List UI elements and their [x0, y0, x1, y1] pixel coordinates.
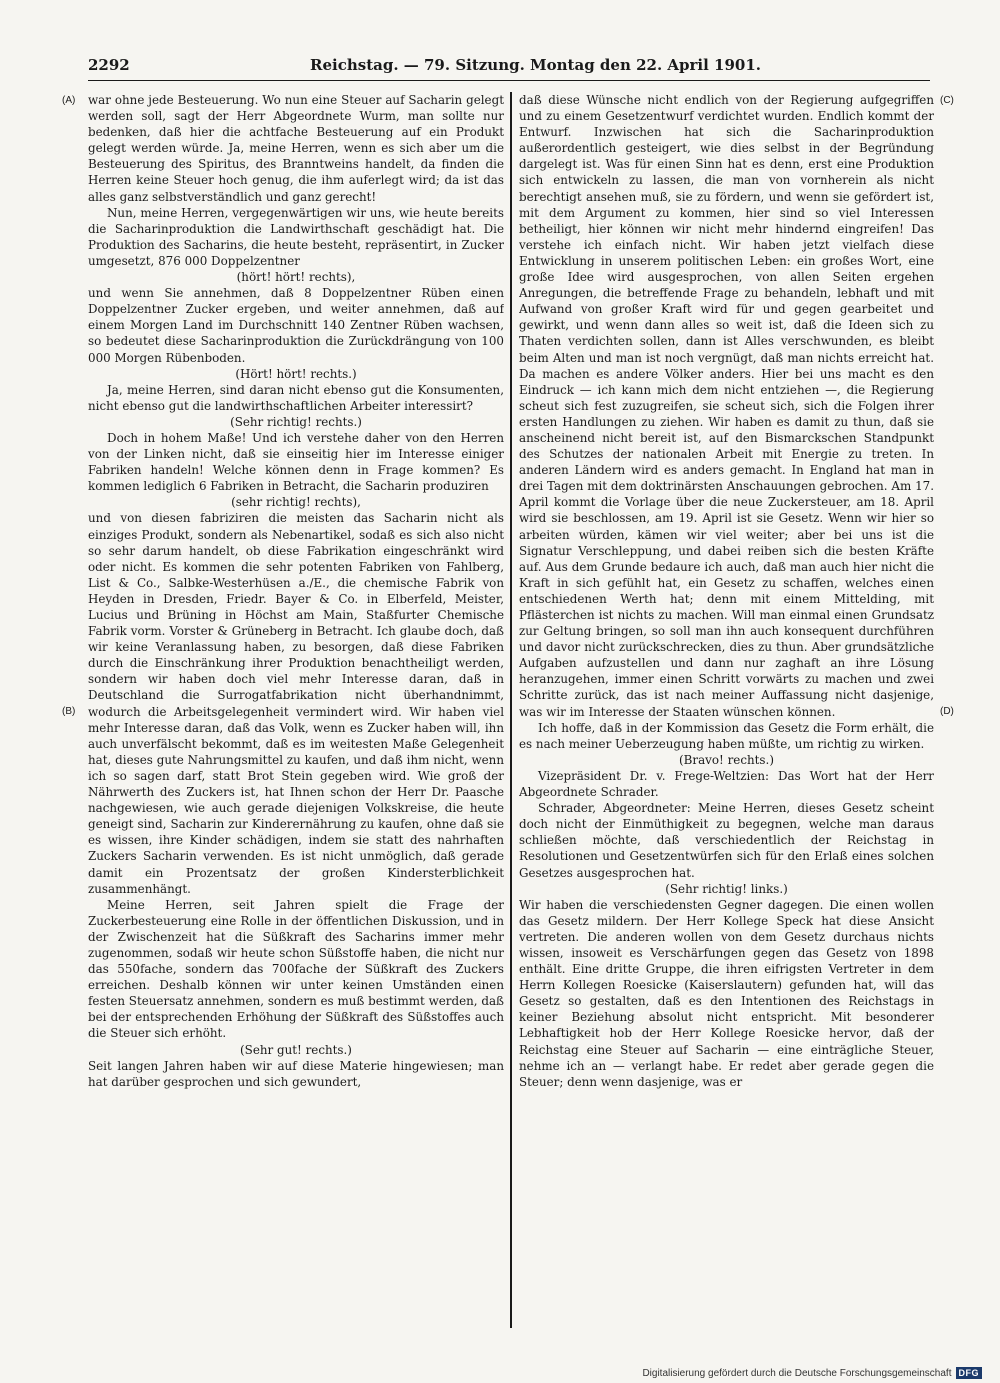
footer-credit: Digitalisierung gefördert durch die Deutsche Forschungsgemeinschaft: [642, 1367, 952, 1379]
margin-mark-a: (A): [62, 95, 76, 106]
margin-mark-c: (C): [940, 95, 954, 106]
paragraph: und wenn Sie annehmen, daß 8 Doppelzentner Rüben einen Doppelzentner Zucker ergeben, und weiter annehmen, daß auf einem Morgen Land im Durchschnitt 140 Zentner Rüben wachsen, so bedeutet diese Sacharinproduktion die Zurückdrängung von 100 000 Morgen Rübenboden.: [88, 286, 504, 365]
paragraph: Ich hoffe, daß in der Kommission das Gesetz die Form erhält, die es nach meiner Ueberzeugung haben müßte, um richtig zu wirken.: [519, 720, 934, 751]
paragraph: Doch in hohem Maße! Und ich verstehe daher von den Herren von der Linken nicht, daß sie einseitig hier im Interesse einiger Fabriken handeln! Welche können denn in Frage kommen? Es kommen lediglich 6 Fabriken in Betracht, die Sacharin produziren: [88, 430, 504, 494]
interjection: (Sehr richtig! links.): [665, 881, 788, 896]
interjection: (Sehr gut! rechts.): [240, 1042, 352, 1057]
left-column: [88, 92, 504, 1320]
paragraph: Meine Herren, seit Jahren spielt die Frage der Zuckerbesteuerung eine Rolle in der öffentlichen Diskussion, und in der Zwischenzeit hat die Süßkraft des Sacharins immer mehr zugenommen, sodaß wir heute schon Süßstoffe haben, die nicht nur das 550fache, sondern das 700fache der Süßkraft des Zuckers erreichen. Deshalb können wir unter keinen Umständen einen festen Steuersatz annehmen, sondern es muß bestimmt werden, daß bei der entsprechenden Erhöhung der Süßkraft des Süßstoffes auch die Steuer sich erhöht.: [88, 897, 504, 1041]
footer: [642, 1367, 982, 1379]
paragraph: Seit langen Jahren haben wir auf diese Materie hingewiesen; man hat darüber gesprochen und sich gewundert,: [88, 1058, 504, 1089]
interjection: (Sehr richtig! rechts.): [230, 414, 362, 429]
speaker-paragraph: Vizepräsident Dr. v. Frege-Weltzien: Das Wort hat der Herr Abgeordnete Schrader.: [519, 768, 934, 800]
right-column: [519, 92, 934, 1320]
margin-mark-d: (D): [940, 706, 954, 717]
interjection: (Hört! hört! rechts.): [235, 366, 357, 381]
column-divider: [510, 92, 512, 1328]
interjection: (Bravo! rechts.): [679, 752, 774, 767]
running-head: Reichstag. — 79. Sitzung. Montag den 22. April 1901.: [310, 56, 762, 74]
paragraph: Ja, meine Herren, sind daran nicht ebenso gut die Konsumenten, nicht ebenso gut die landwirthschaftlichen Arbeiter interessirt?: [88, 382, 504, 413]
speaker-paragraph: Schrader, Abgeordneter: Meine Herren, dieses Gesetz scheint doch nicht der Einmüthigkeit zu begegnen, welche man daraus schließen möchte, daß verschiedentlich der Reichstag in Resolutionen und Gesetzentwürfen sich für den Erlaß eines solchen Gesetzes ausgesprochen hat.: [519, 801, 934, 880]
page-number: 2292: [88, 56, 130, 74]
interjection: (sehr richtig! rechts),: [231, 495, 361, 510]
interjection: (hört! hört! rechts),: [236, 270, 356, 285]
paragraph: Nun, meine Herren, vergegenwärtigen wir uns, wie heute bereits die Sacharinproduktion die Landwirthschaft geschädigt hat. Die Produktion des Sacharins, die heute besteht, repräsentirt, in Zucker umgesetzt, 876 000 Doppelzentner: [88, 205, 504, 268]
paragraph: Wir haben die verschiedensten Gegner dagegen. Die einen wollen das Gesetz mildern. Der Herr Kollege Speck hat diese Ansicht vertreten. Die anderen wollen von dem Gesetz durchaus nichts wissen, insoweit es Verschärfungen gegen das Gesetz von 1898 enthält. Eine dritte Gruppe, die ihren eifrigsten Vertreter in dem Herrn Kollegen Roesicke (Kaiserslautern) gefunden hat, will das Gesetz so gestalten, daß es den Intentionen des Reichstags in keiner Beziehung absolut nicht entspricht. Mit besonderer Lebhaftigkeit hob der Herr Kollege Roesicke hervor, daß der Reichstag eine Steuer auf Sacharin — eine einträgliche Steuer, nehme ich an — verlangt habe. Er redet aber gerade gegen die Steuer; denn wenn dasjenige, was er: [519, 897, 934, 1089]
paragraph: daß diese Wünsche nicht endlich von der Regierung aufgegriffen und zu einem Gesetzentwurf verdichtet wurden. Endlich kommt der Entwurf. Inzwischen hat sich die Sacharinproduktion außerordentlich gesteigert, wie dies selbst in der Begründung dargelegt ist. Was für einen Sinn hat es denn, erst eine Produktion sich entwickeln zu lassen, die man von vornherein als nicht berechtigt ansehen muß, sie zu fördern, und wenn sie gefördert ist, mit dem Argument zu kommen, hier sind so viel Interessen betheiligt, hier können wir nicht mehr hindernd eingreifen! Das verstehe ich einfach nicht. Wir haben jetzt vielfach diese Entwicklung in unserem politischen Leben: ein großes Wort, eine große Idee wird ausgesprochen, von allen Seiten ergehen Anregungen, die betreffende Frage zu behandeln, lebhaft und mit Aufwand von großer Kraft wird für und gegen gearbeitet und gewirkt, und wenn dann alles so weit ist, daß die Ideen sich zu Thaten verdichten sollen, dann ist Alles verschwunden, es bleibt beim Alten und man ist noch vergnügt, daß man nichts erreicht hat. Da machen es andere Völker anders. Hier bei uns macht es den Eindruck — ich kann mich dem nicht entziehen —, die Regierung scheut sich fest zuzugreifen, sie scheut sich, sich die Folgen ihrer ersten Handlungen zu ziehen. Wir haben es damit zu thun, daß sie anscheinend nicht bereit ist, auf den Bismarckschen Standpunkt des Schutzes der nationalen Arbeit mit Energie zu treten. In anderen Ländern wird es anders gemacht. In England hat man in drei Tagen mit dem doktrinärsten Anschauungen gebrochen. Am 17. April kommt die Vorlage über die neue Zuckersteuer, am 18. April wird sie beschlossen, am 19. April ist sie Gesetz. Wenn wir hier so arbeiten würden, kämen wir viel weiter; aber bei uns ist die Signatur Verschleppung, und dabei reiben sich die besten Kräfte auf. Aus dem Grunde bedaure ich auch, daß man auch hier nicht die Kraft in sich gefühlt hat, ein Gesetz zu schaffen, welches einen entschiedenen Werth hat; denn mit einem Mittelding, mit Pflästerchen ist nichts zu machen. Will man einmal einen Grundsatz zur Geltung bringen, so soll man ihn auch konsequent durchführen und davor nicht zurückschrecken, dies zu thun. Aber grundsätzliche Aufgaben aufzustellen und dann nur zaghaft an ihre Lösung heranzugehen, immer einen Schritt vorwärts zu machen und zwei Schritte zurück, das ist nach meiner Auffassung nicht dasjenige, was wir im Interesse der Staaten wünschen können.: [519, 93, 934, 719]
paragraph: war ohne jede Besteuerung. Wo nun eine Steuer auf Sacharin gelegt werden soll, sagt der Herr Abgeordnete Wurm, man sollte nur bedenken, daß hier die achtfache Besteuerung auf ein Produkt gelegt werden würde. Ja, meine Herren, wenn es sich aber um die Besteuerung des Spiritus, des Branntweins handelt, da finden die Herren keine Steuer hoch genug, die ihm auferlegt wird; da ist das alles ganz selbstverständlich und ganz gerecht!: [88, 93, 504, 204]
page-header: [88, 56, 930, 81]
margin-mark-b: (B): [62, 706, 76, 717]
dfg-logo-icon: DFG: [956, 1367, 983, 1379]
paragraph: und von diesen fabriziren die meisten das Sacharin nicht als einziges Produkt, sondern als Nebenartikel, sodaß es sich also nicht so sehr darum handelt, ob diese Fabrikation eingeschränkt wird oder nicht. Es kommen die sehr potenten Fabriken von Fahlberg, List & Co., Salbke-Westerhüsen a./E., die chemische Fabrik von Heyden in Dresden, Friedr. Bayer & Co. in Elberfeld, Meister, Lucius und Brüning in Höchst am Main, Staßfurter Chemische Fabrik vorm. Vorster & Grüneberg in Betracht. Ich glaube doch, daß wir keine Veranlassung haben, zu besorgen, daß diese Fabriken durch die Einschränkung ihrer Produktion benachtheiligt werden, sondern wir haben doch viel mehr Interesse daran, daß in Deutschland die Surrogatfabrikation nicht überhandnimmt, wodurch die Arbeitsgelegenheit vermindert wird. Wir haben viel mehr Interesse daran, daß das Volk, wenn es Zucker haben will, ihn auch unverfälscht bekommt, daß es im weitesten Maße Gelegenheit hat, dieses gute Nahrungsmittel zu kaufen, und daß ihm nicht, wenn ich so sagen darf, statt Brot Stein gegeben wird. Wie groß der Nährwerth des Zuckers ist, hat Ihnen schon der Herr Dr. Paasche nachgewiesen, wie auch gerade diejenigen Volkskreise, die heute geneigt sind, Sacharin zur Kinderernährung zu kaufen, ohne daß sie es wissen, ihre Kinder schädigen, indem sie statt des nahrhaften Zuckers Sacharin verwenden. Es ist nicht unmöglich, daß gerade damit ein Prozentsatz der großen Kindersterblichkeit zusammenhängt.: [88, 511, 504, 896]
